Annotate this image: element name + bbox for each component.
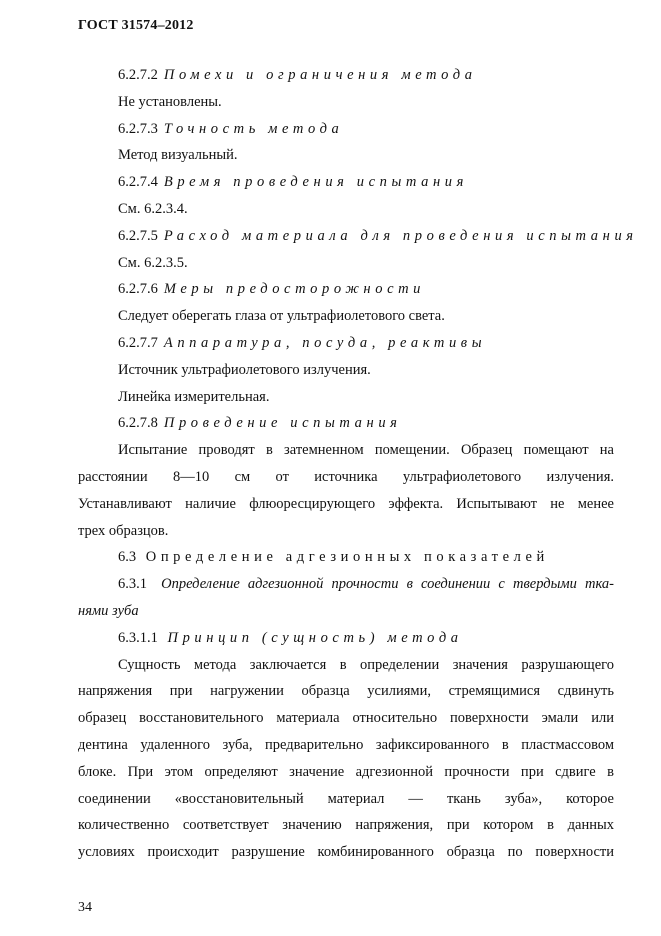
section-title: Определение адгезионной прочности в соединении с твердыми тка- <box>161 576 615 593</box>
paragraph-line: блоке. При этом определяют значение адгезионной прочности при сдвиге в <box>78 763 614 780</box>
section-number: 6.2.7.5 <box>118 227 158 244</box>
subsection-6-2-7-4 <box>78 169 614 196</box>
section-title: Проведение испытания <box>163 415 402 432</box>
section-title: Меры предосторожности <box>163 281 426 298</box>
paragraph-line: Устанавливают наличие флюоресцирующего эффекта. Испытывают не менее <box>78 495 614 512</box>
section-number: 6.2.7.7 <box>118 334 158 351</box>
paragraph-line: образец восстановительного материала относительно поверхности эмали или <box>78 710 614 727</box>
subsection-6-2-7-8 <box>78 410 614 437</box>
paragraph-line: условиях происходит разрушение комбинированного образца по поверхности <box>78 844 614 861</box>
section-title: Аппаратура, посуда, реактивы <box>163 334 487 351</box>
subsection-6-3-1-1 <box>78 625 614 652</box>
text-line: См. 6.2.3.4. <box>118 200 188 217</box>
text-line: Линейка измерительная. <box>118 388 270 405</box>
paragraph-line: Сущность метода заключается в определении значения разрушающего <box>118 656 614 673</box>
section-title: Время проведения испытания <box>163 174 468 191</box>
text-line: Источник ультрафиолетового излучения. <box>118 361 371 378</box>
paragraph-line: количественно соответствует значению напряжения, при котором в данных <box>78 817 614 834</box>
section-number: 6.2.7.8 <box>118 415 158 432</box>
section-number: 6.2.7.6 <box>118 281 158 298</box>
subsection-heading-line: нями зуба <box>78 602 139 619</box>
subsection-6-3-1 <box>78 571 614 625</box>
section-number: 6.3.1 <box>118 576 147 593</box>
paragraph-line: дентина удаленного зуба, предварительно зафиксированного в пластмассовом <box>78 736 614 753</box>
section-title: Определение адгезионных показателей <box>145 549 549 566</box>
subsection-6-2-7-3 <box>78 116 614 143</box>
subsection-6-2-7-2 <box>78 62 614 89</box>
document-header: ГОСТ 31574–2012 <box>78 18 194 33</box>
page-content <box>78 62 638 866</box>
text-line: Не установлены. <box>118 93 222 110</box>
section-title: Точность метода <box>163 120 344 137</box>
section-title: Расход материала для проведения испытания <box>163 227 638 244</box>
section-number: 6.2.7.4 <box>118 174 158 191</box>
section-number: 6.2.7.2 <box>118 67 158 83</box>
section-number: 6.3 <box>118 549 137 566</box>
paragraph-test-procedure <box>78 437 614 544</box>
paragraph-method-principle <box>78 652 614 866</box>
subsection-heading-line <box>78 571 614 598</box>
text-line: Метод визуальный. <box>118 147 238 164</box>
paragraph-line: трех образцов. <box>78 522 169 539</box>
subsection-6-2-7-7 <box>78 330 614 357</box>
section-title: Принцип (сущность) метода <box>167 629 463 646</box>
paragraph-line: расстоянии 8—10 см от источника ультрафиолетового излучения. <box>78 468 614 485</box>
section-6-3 <box>78 544 614 571</box>
subsection-6-2-7-5 <box>78 223 638 250</box>
subsection-6-2-7-6 <box>78 276 614 303</box>
paragraph-line: соединении «восстановительный материал — ткань зуба», которое <box>78 790 614 807</box>
paragraph-line: Испытание проводят в затемненном помещении. Образец помещают на <box>118 442 614 459</box>
text-line: Следует оберегать глаза от ультрафиолетового света. <box>118 308 445 325</box>
text-line: См. 6.2.3.5. <box>118 254 188 271</box>
paragraph-line: напряжения при нагружении образца усилиями, стремящимися сдвинуть <box>78 683 614 700</box>
section-number: 6.3.1.1 <box>118 629 158 646</box>
page-number: 34 <box>78 900 92 915</box>
section-title: Помехи и ограничения метода <box>163 67 477 83</box>
section-number: 6.2.7.3 <box>118 120 158 137</box>
